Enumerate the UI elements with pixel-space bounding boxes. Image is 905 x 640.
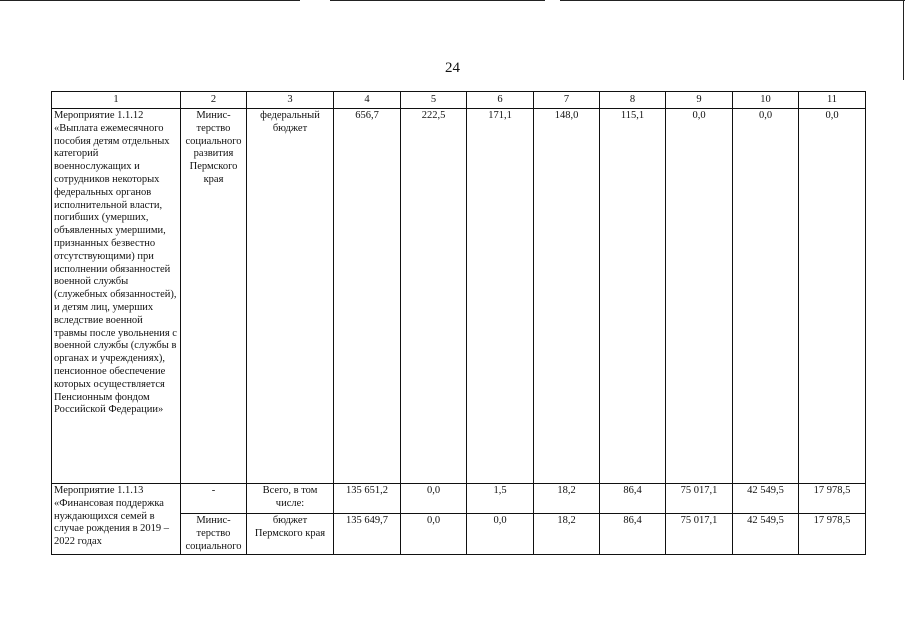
table-row bbox=[52, 484, 866, 514]
value-cell: 0,0 bbox=[666, 109, 733, 484]
value-cell: 0,0 bbox=[733, 109, 799, 484]
scan-edge-top-middle bbox=[330, 0, 545, 1]
value-cell: 18,2 bbox=[534, 484, 600, 514]
executor-cell: Минис-терство социального bbox=[181, 514, 247, 555]
value-cell: 115,1 bbox=[600, 109, 666, 484]
funding-source-cell: федеральный бюджет bbox=[247, 109, 334, 484]
executor-cell: Минис-терство социального развития Пермского края bbox=[181, 109, 247, 484]
activity-name-cell: Мероприятие 1.1.13 «Финансовая поддержка нуждающихся семей в случае рождения в 2019 – 2022 годах bbox=[52, 484, 181, 555]
header-cell: 7 bbox=[534, 92, 600, 109]
budget-table bbox=[51, 91, 866, 555]
executor-cell: - bbox=[181, 484, 247, 514]
value-cell: 42 549,5 bbox=[733, 484, 799, 514]
header-cell: 1 bbox=[52, 92, 181, 109]
value-cell: 222,5 bbox=[401, 109, 467, 484]
value-cell: 42 549,5 bbox=[733, 514, 799, 555]
value-cell: 135 649,7 bbox=[334, 514, 401, 555]
value-cell: 75 017,1 bbox=[666, 484, 733, 514]
header-cell: 9 bbox=[666, 92, 733, 109]
value-cell: 0,0 bbox=[467, 514, 534, 555]
value-cell: 171,1 bbox=[467, 109, 534, 484]
value-cell: 0,0 bbox=[401, 514, 467, 555]
header-cell: 5 bbox=[401, 92, 467, 109]
header-row bbox=[52, 92, 866, 109]
value-cell: 656,7 bbox=[334, 109, 401, 484]
value-cell: 86,4 bbox=[600, 484, 666, 514]
value-cell: 17 978,5 bbox=[799, 514, 866, 555]
scan-edge-top-right bbox=[560, 0, 905, 1]
funding-source-cell: бюджет Пермского края bbox=[247, 514, 334, 555]
funding-source-cell: Всего, в том числе: bbox=[247, 484, 334, 514]
page-number: 24 bbox=[445, 60, 460, 76]
header-cell: 3 bbox=[247, 92, 334, 109]
scan-edge-top-left bbox=[0, 0, 300, 1]
value-cell: 1,5 bbox=[467, 484, 534, 514]
value-cell: 148,0 bbox=[534, 109, 600, 484]
header-cell: 4 bbox=[334, 92, 401, 109]
header-cell: 2 bbox=[181, 92, 247, 109]
header-cell: 11 bbox=[799, 92, 866, 109]
table-row bbox=[52, 109, 866, 484]
value-cell: 0,0 bbox=[401, 484, 467, 514]
activity-name-cell: Мероприятие 1.1.12 «Выплата ежемесячного пособия детям отдельных категорий военнослужащих и сотрудников некоторых федеральных органов исполнительной власти, погибших (умерших, объявленных умершими, признанных безвестно отсутствующими) при исполнении обязанностей военной службы (служебных обязанностей), и детям лиц, умерших вследствие военной травмы после увольнения с военной службы (службы в органах и учреждениях), пенсионное обеспечение которых осуществляется Пенсионным фондом Российской Федерации» bbox=[52, 109, 181, 484]
header-cell: 10 bbox=[733, 92, 799, 109]
value-cell: 86,4 bbox=[600, 514, 666, 555]
header-cell: 8 bbox=[600, 92, 666, 109]
value-cell: 18,2 bbox=[534, 514, 600, 555]
value-cell: 17 978,5 bbox=[799, 484, 866, 514]
value-cell: 135 651,2 bbox=[334, 484, 401, 514]
header-cell: 6 bbox=[467, 92, 534, 109]
value-cell: 75 017,1 bbox=[666, 514, 733, 555]
value-cell: 0,0 bbox=[799, 109, 866, 484]
